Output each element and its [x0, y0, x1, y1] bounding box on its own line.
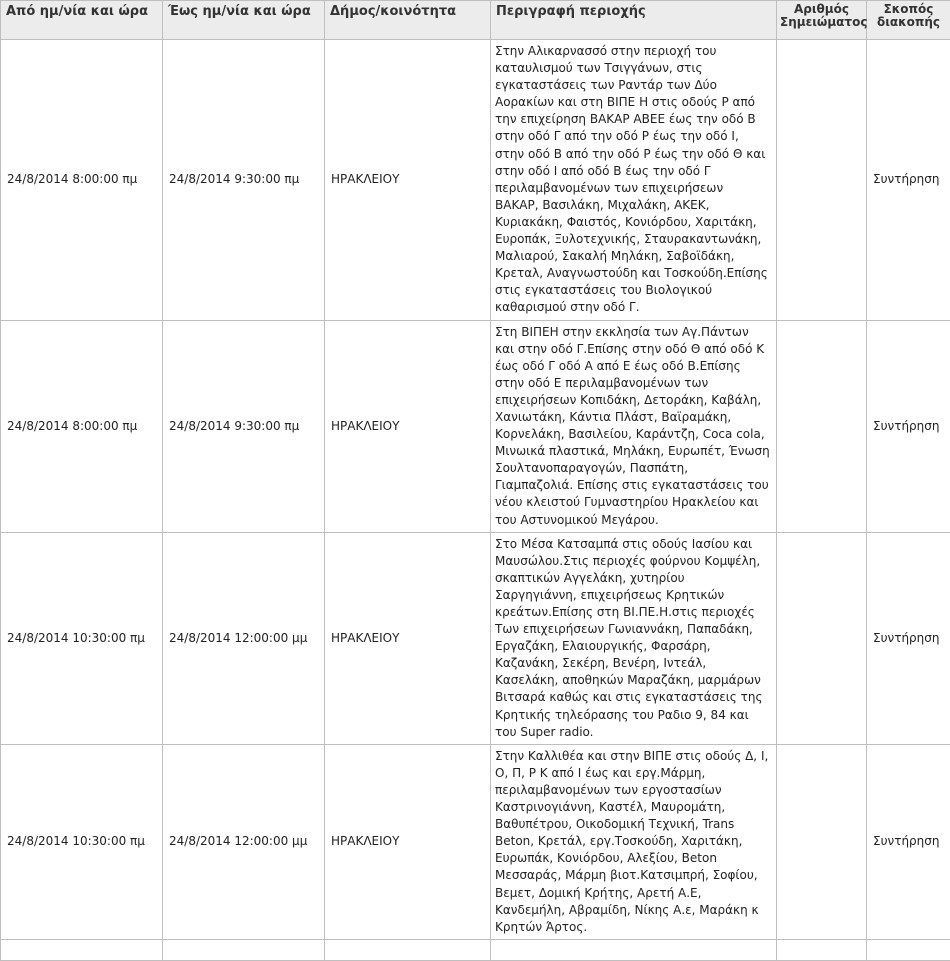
header-purpose: Σκοπός διακοπής	[867, 1, 950, 40]
cell-to: 24/8/2014 12:00:00 μμ	[163, 532, 325, 744]
cell-note-number	[777, 40, 867, 321]
cell-empty	[491, 939, 777, 960]
header-to: Έως ημ/νία και ώρα	[163, 1, 325, 40]
cell-empty	[867, 939, 950, 960]
cell-area-description: Στην Αλικαρνασσό στην περιοχή του καταυλισμού των Τσιγγάνων, στις εγκαταστάσεις των Ραντάρ των Δύο Αορακίων και στη ΒΙΠΕ Η στις οδούς Ρ από την επιχείρηση ΒΑΚΑΡ ΑΒΕΕ έως την οδό Β στην οδό Γ από την οδό Ρ έως την οδό Ι, στην οδό Β από την οδό Ρ έως την οδό Θ και στην οδό Ι από οδό Β έως την οδό Γ περιλαμβανομένων των επιχειρήσεων ΒΑΚΑΡ, Βασιλάκη, Μιχαλάκη, ΑΚΕΚ, Κυριακάκη, Φαιστός, Κονιόρδου, Χαριτάκη, Ευροπάκ, Ξυλοτεχνικής, Σταυρακαντωνάκη, Μαλιαρού, Σακαλή Μηλάκη, Σαβοϊδάκη, Κρεταλ, Αναγνωστούδη και Τοσκούδη.Επίσης στις εγκαταστάσεις του Βιολογικού καθαρισμού στην οδό Γ.	[491, 40, 777, 321]
cell-municipality: ΗΡΑΚΛΕΙΟΥ	[325, 320, 491, 532]
cell-empty	[1, 939, 163, 960]
cell-area-description: Στη ΒΙΠΕΗ στην εκκλησία των Αγ.Πάντων και στην οδό Γ.Επίσης στην οδό Θ από οδό Κ έως οδό Γ οδό Α από Ε έως οδό Β.Επίσης στην οδό Ε περιλαμβανομένων των επιχειρήσεων Κοπιδάκη, Δετοράκη, Καβάλη, Χανιωτάκη, Κάντια Πλάστ, Βαϊραμάκη, Κορνελάκη, Βασιλείου, Καράντζη, Coca cola, Μινωικά πλαστικά, Μηλάκη, Ευρωπέτ, Ένωση Σουλτανοπαραγογών, Πασπάτη, Γιαμπαζολιά. Επίσης στις εγκαταστάσεις του νέου κλειστού Γυμναστηρίου Ηρακλείου και του Αστυνομικού Μεγάρου.	[491, 320, 777, 532]
table-row	[1, 532, 950, 744]
cell-note-number	[777, 532, 867, 744]
cell-from: 24/8/2014 8:00:00 πμ	[1, 40, 163, 321]
cell-municipality: ΗΡΑΚΛΕΙΟΥ	[325, 744, 491, 939]
header-note-number: Αριθμός Σημειώματος	[777, 1, 867, 40]
cell-to: 24/8/2014 9:30:00 πμ	[163, 40, 325, 321]
cell-from: 24/8/2014 8:00:00 πμ	[1, 320, 163, 532]
cell-area-description: Στην Καλλιθέα και στην ΒΙΠΕ στις οδούς Δ, Ι, Ο, Π, Ρ Κ από Ι έως και εργ.Μάρμη, περιλαμβανομένων των εργοστασίων Καστρινογιάννη, Καστέλ, Μαυρομάτη, Βαθυπέτρου, Οικοδομική Τεχνική, Trans Beton, Κρετάλ, εργ.Τοσκούδη, Χαριτάκη, Ευρωπάκ, Κονιόρδου, Αλεξίου, Beton Μεσσαράς, Μάρμη βιοτ.Κατσιμπρή, Σοφίου, Βεμετ, Δομική Κρήτης, Αρετή Α.Ε, Κανδεμήλη, Αβραμίδη, Νίκης Α.ε, Μαράκη κ Κρητών Άρτος.	[491, 744, 777, 939]
cell-from: 24/8/2014 10:30:00 πμ	[1, 744, 163, 939]
table-row	[1, 744, 950, 939]
header-municipality: Δήμος/κοινότητα	[325, 1, 491, 40]
cell-purpose: Συντήρηση	[867, 40, 950, 321]
table-header-row	[1, 1, 950, 40]
cell-to: 24/8/2014 9:30:00 πμ	[163, 320, 325, 532]
cell-empty	[777, 939, 867, 960]
cell-note-number	[777, 320, 867, 532]
cell-municipality: ΗΡΑΚΛΕΙΟΥ	[325, 40, 491, 321]
header-area: Περιγραφή περιοχής	[491, 1, 777, 40]
cell-area-description: Στο Μέσα Κατσαμπά στις οδούς Ιασίου και Μαυσώλου.Στις περιοχές φούρνου Κομψέλη, σκαπτικών Αγγελάκη, χυτηρίου Σαργηγιάννη, επιχειρήσεως Κρητικών κρεάτων.Επίσης στη ΒΙ.ΠΕ.Η.στις περιοχές Των επιχειρήσεων Γωνιαννάκη, Παπαδάκη, Εργαζάκη, Ελαιουργικής, Φαρσάρη, Καζανάκη, Σεκέρη, Βενέρη, Ιντεάλ, Κασελάκη, αποθηκών Μαραζάκη, μαρμάρων Βιτσαρά καθώς και στις εγκαταστάσεις της Κρητικής τηλεόρασης του Ραδιο 9, 84 και του Super radio.	[491, 532, 777, 744]
cell-to: 24/8/2014 12:00:00 μμ	[163, 744, 325, 939]
header-from: Από ημ/νία και ώρα	[1, 1, 163, 40]
cell-purpose: Συντήρηση	[867, 320, 950, 532]
cell-purpose: Συντήρηση	[867, 744, 950, 939]
cell-empty	[163, 939, 325, 960]
table-row	[1, 40, 950, 321]
cell-from: 24/8/2014 10:30:00 πμ	[1, 532, 163, 744]
table-row-partial	[1, 939, 950, 960]
cell-empty	[325, 939, 491, 960]
table-row	[1, 320, 950, 532]
cell-note-number	[777, 744, 867, 939]
cell-purpose: Συντήρηση	[867, 532, 950, 744]
cell-municipality: ΗΡΑΚΛΕΙΟΥ	[325, 532, 491, 744]
